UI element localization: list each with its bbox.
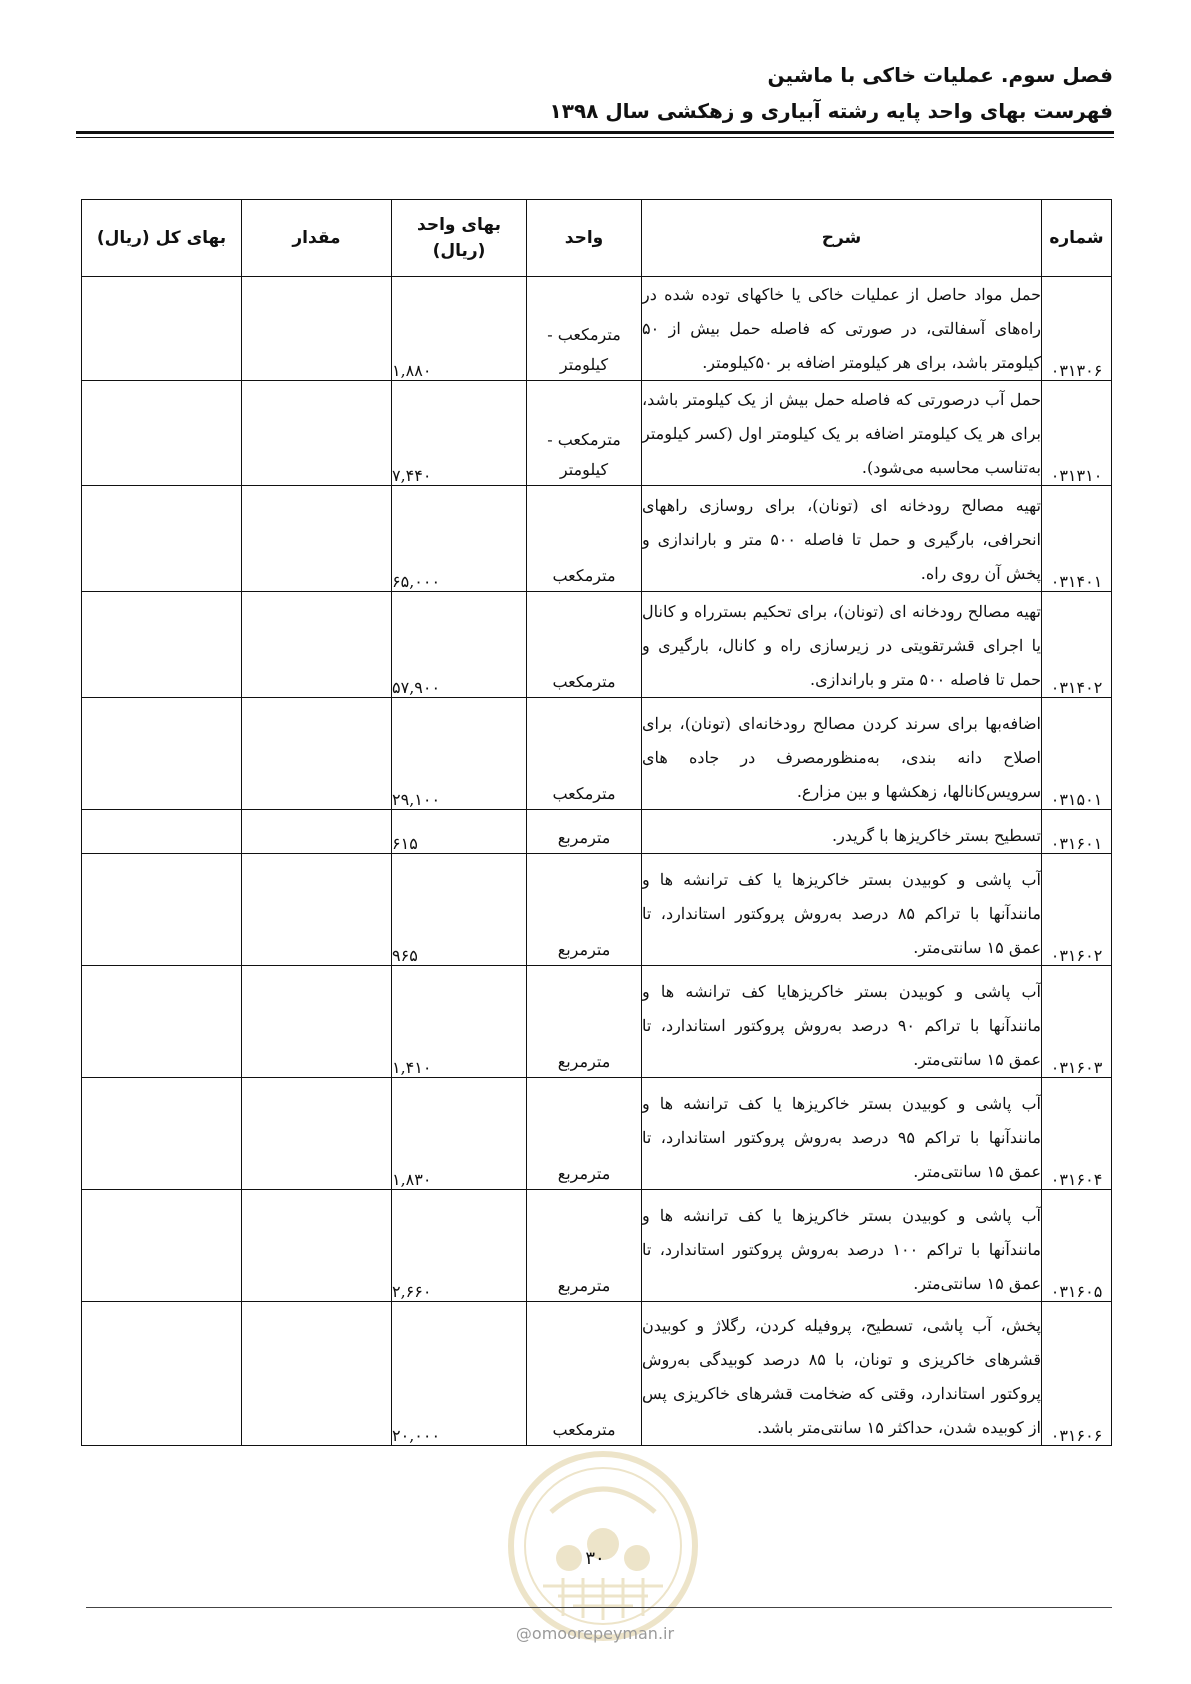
row-unit-price: ۶۱۵ bbox=[392, 810, 527, 854]
row-quantity bbox=[242, 854, 392, 966]
row-total bbox=[82, 1078, 242, 1190]
row-quantity bbox=[242, 592, 392, 698]
row-description: تسطیح بستر خاکریزها با گریدر. bbox=[642, 810, 1042, 854]
row-unit-price: ۵۷,۹۰۰ bbox=[392, 592, 527, 698]
row-total bbox=[82, 966, 242, 1078]
row-code: ۰۳۱۴۰۲ bbox=[1042, 592, 1112, 698]
row-quantity bbox=[242, 966, 392, 1078]
table-row bbox=[82, 277, 1112, 381]
row-total bbox=[82, 1302, 242, 1446]
table-row bbox=[82, 1078, 1112, 1190]
column-header-quantity: مقدار bbox=[242, 200, 392, 277]
row-code: ۰۳۱۶۰۶ bbox=[1042, 1302, 1112, 1446]
row-code: ۰۳۱۶۰۲ bbox=[1042, 854, 1112, 966]
table-row bbox=[82, 966, 1112, 1078]
row-code: ۰۳۱۵۰۱ bbox=[1042, 698, 1112, 810]
row-code: ۰۳۱۳۱۰ bbox=[1042, 381, 1112, 486]
row-unit: مترمربع bbox=[527, 810, 642, 854]
row-quantity bbox=[242, 486, 392, 592]
table-row bbox=[82, 592, 1112, 698]
row-total bbox=[82, 486, 242, 592]
row-quantity bbox=[242, 698, 392, 810]
website-watermark: @omoorepeyman.ir bbox=[515, 1624, 675, 1643]
row-code: ۰۳۱۴۰۱ bbox=[1042, 486, 1112, 592]
row-code: ۰۳۱۳۰۶ bbox=[1042, 277, 1112, 381]
seal-watermark-icon bbox=[503, 1446, 703, 1646]
row-total bbox=[82, 1190, 242, 1302]
row-unit-price: ۲۹,۱۰۰ bbox=[392, 698, 527, 810]
row-unit: مترمربع bbox=[527, 966, 642, 1078]
column-header-unit-price bbox=[392, 200, 527, 277]
row-unit: مترمکعب bbox=[527, 486, 642, 592]
row-unit-price: ۲,۶۶۰ bbox=[392, 1190, 527, 1302]
row-quantity bbox=[242, 381, 392, 486]
row-code: ۰۳۱۶۰۱ bbox=[1042, 810, 1112, 854]
table-row bbox=[82, 810, 1112, 854]
row-total bbox=[82, 277, 242, 381]
header-rule-thin bbox=[76, 137, 1114, 138]
column-header-unit: واحد bbox=[527, 200, 642, 277]
row-unit: مترمکعب bbox=[527, 1302, 642, 1446]
row-quantity bbox=[242, 810, 392, 854]
footer-rule bbox=[86, 1607, 1112, 1608]
unit-price-currency: (ریال) bbox=[432, 241, 486, 261]
row-description: تهیه مصالح رودخانه ای (تونان)، برای تحکیم بستر‌راه و کانال یا اجرای قشرتقویتی در زیرسازی راه و کانال، بارگیری و حمل تا فاصله ۵۰۰ متر و باراندازی. bbox=[642, 592, 1042, 698]
row-quantity bbox=[242, 1302, 392, 1446]
row-quantity bbox=[242, 1078, 392, 1190]
row-total bbox=[82, 381, 242, 486]
row-unit-price: ۱,۸۳۰ bbox=[392, 1078, 527, 1190]
row-description: حمل آب درصورتی که فاصله حمل بیش از یک کیلومتر باشد، برای هر یک کیلومتر اضافه بر یک کیلومتر اول (کسر کیلومتر به‌تناسب محاسبه می‌شود). bbox=[642, 381, 1042, 486]
row-code: ۰۳۱۶۰۳ bbox=[1042, 966, 1112, 1078]
table-row bbox=[82, 698, 1112, 810]
page-number: ۳۰ bbox=[585, 1548, 605, 1569]
row-description: آب پاشی و کوبیدن بستر خاکریزها یا کف ترانشه ها و مانندآنها با تراکم ۸۵ درصد به‌روش پروکتور استاندارد، تا عمق ۱۵ سانتی‌متر. bbox=[642, 854, 1042, 966]
table-row bbox=[82, 1190, 1112, 1302]
table-row bbox=[82, 854, 1112, 966]
column-header-total: بهای کل (ریال) bbox=[82, 200, 242, 277]
row-unit-price: ۱,۸۸۰ bbox=[392, 277, 527, 381]
row-unit-price: ۶۵,۰۰۰ bbox=[392, 486, 527, 592]
row-unit: مترمکعب bbox=[527, 698, 642, 810]
row-unit-price: ۹۶۵ bbox=[392, 854, 527, 966]
row-unit: مترمکعب - کیلومتر bbox=[527, 381, 642, 486]
column-header-description: شرح bbox=[642, 200, 1042, 277]
header-rule-thick bbox=[76, 131, 1114, 134]
row-description: حمل مواد حاصل از عملیات خاکی یا خاکهای توده شده در راه‌های آسفالتی، در صورتی که فاصله حمل بیش از ۵۰ کیلومتر باشد، برای هر کیلومتر اضافه بر ۵۰کیلومتر. bbox=[642, 277, 1042, 381]
unit-price-label: بهای واحد bbox=[417, 215, 501, 235]
row-unit: مترمربع bbox=[527, 1078, 642, 1190]
row-total bbox=[82, 854, 242, 966]
document-title: فهرست بهای واحد پایه رشته آبیاری و زهکشی سال ۱۳۹۸ bbox=[549, 99, 1113, 123]
row-description: تهیه مصالح رودخانه ای (تونان)، برای روسازی راههای انحرافی، بارگیری و حمل تا فاصله ۵۰۰ متر و باراندازی و پخش آن روی راه. bbox=[642, 486, 1042, 592]
row-unit: مترمربع bbox=[527, 1190, 642, 1302]
price-list-table bbox=[81, 199, 1112, 1446]
row-description: آب پاشی و کوبیدن بستر خاکریزها یا کف ترانشه ها و مانندآنها با تراکم ۹۵ درصد به‌روش پروکتور استاندارد، تا عمق ۱۵ سانتی‌متر. bbox=[642, 1078, 1042, 1190]
row-description: اضافه‌بها برای سرند کردن مصالح رودخانه‌ای (تونان)، برای اصلاح دانه بندی، به‌منظورمصرف در جاده های سرویس‌کانالها، زهکشها و بین مزارع. bbox=[642, 698, 1042, 810]
row-description: آب پاشی و کوبیدن بستر خاکریزها یا کف ترانشه ها و مانندآنها با تراکم ۱۰۰ درصد به‌روش پروکتور استاندارد، تا عمق ۱۵ سانتی‌متر. bbox=[642, 1190, 1042, 1302]
chapter-title: فصل سوم. عملیات خاکی با ماشین bbox=[767, 63, 1113, 87]
row-total bbox=[82, 698, 242, 810]
row-unit-price: ۷,۴۴۰ bbox=[392, 381, 527, 486]
row-code: ۰۳۱۶۰۵ bbox=[1042, 1190, 1112, 1302]
row-code: ۰۳۱۶۰۴ bbox=[1042, 1078, 1112, 1190]
table-row bbox=[82, 1302, 1112, 1446]
row-quantity bbox=[242, 1190, 392, 1302]
row-unit: مترمربع bbox=[527, 854, 642, 966]
table-row bbox=[82, 486, 1112, 592]
row-unit-price: ۱,۴۱۰ bbox=[392, 966, 527, 1078]
row-description: آب پاشی و کوبیدن بستر خاکریزهایا کف ترانشه ها و مانندآنها با تراکم ۹۰ درصد به‌روش پروکتور استاندارد، تا عمق ۱۵ سانتی‌متر. bbox=[642, 966, 1042, 1078]
row-unit: مترمکعب - کیلومتر bbox=[527, 277, 642, 381]
table-row bbox=[82, 381, 1112, 486]
row-unit-price: ۲۰,۰۰۰ bbox=[392, 1302, 527, 1446]
row-total bbox=[82, 810, 242, 854]
page-header bbox=[73, 58, 1113, 128]
table-header-row bbox=[82, 200, 1112, 277]
row-quantity bbox=[242, 277, 392, 381]
row-unit: مترمکعب bbox=[527, 592, 642, 698]
row-total bbox=[82, 592, 242, 698]
row-description: پخش، آب پاشی، تسطیح، پروفیله کردن، رگلاژ و کوبیدن قشرهای خاکریزی و تونان، با ۸۵ درصد کوبیدگی به‌روش پروکتور استاندارد، وقتی که ضخامت قشرهای خاکریزی پس از کوبیده شدن، حداکثر ۱۵ سانتی‌متر باشد. bbox=[642, 1302, 1042, 1446]
column-header-code: شماره bbox=[1042, 200, 1112, 277]
